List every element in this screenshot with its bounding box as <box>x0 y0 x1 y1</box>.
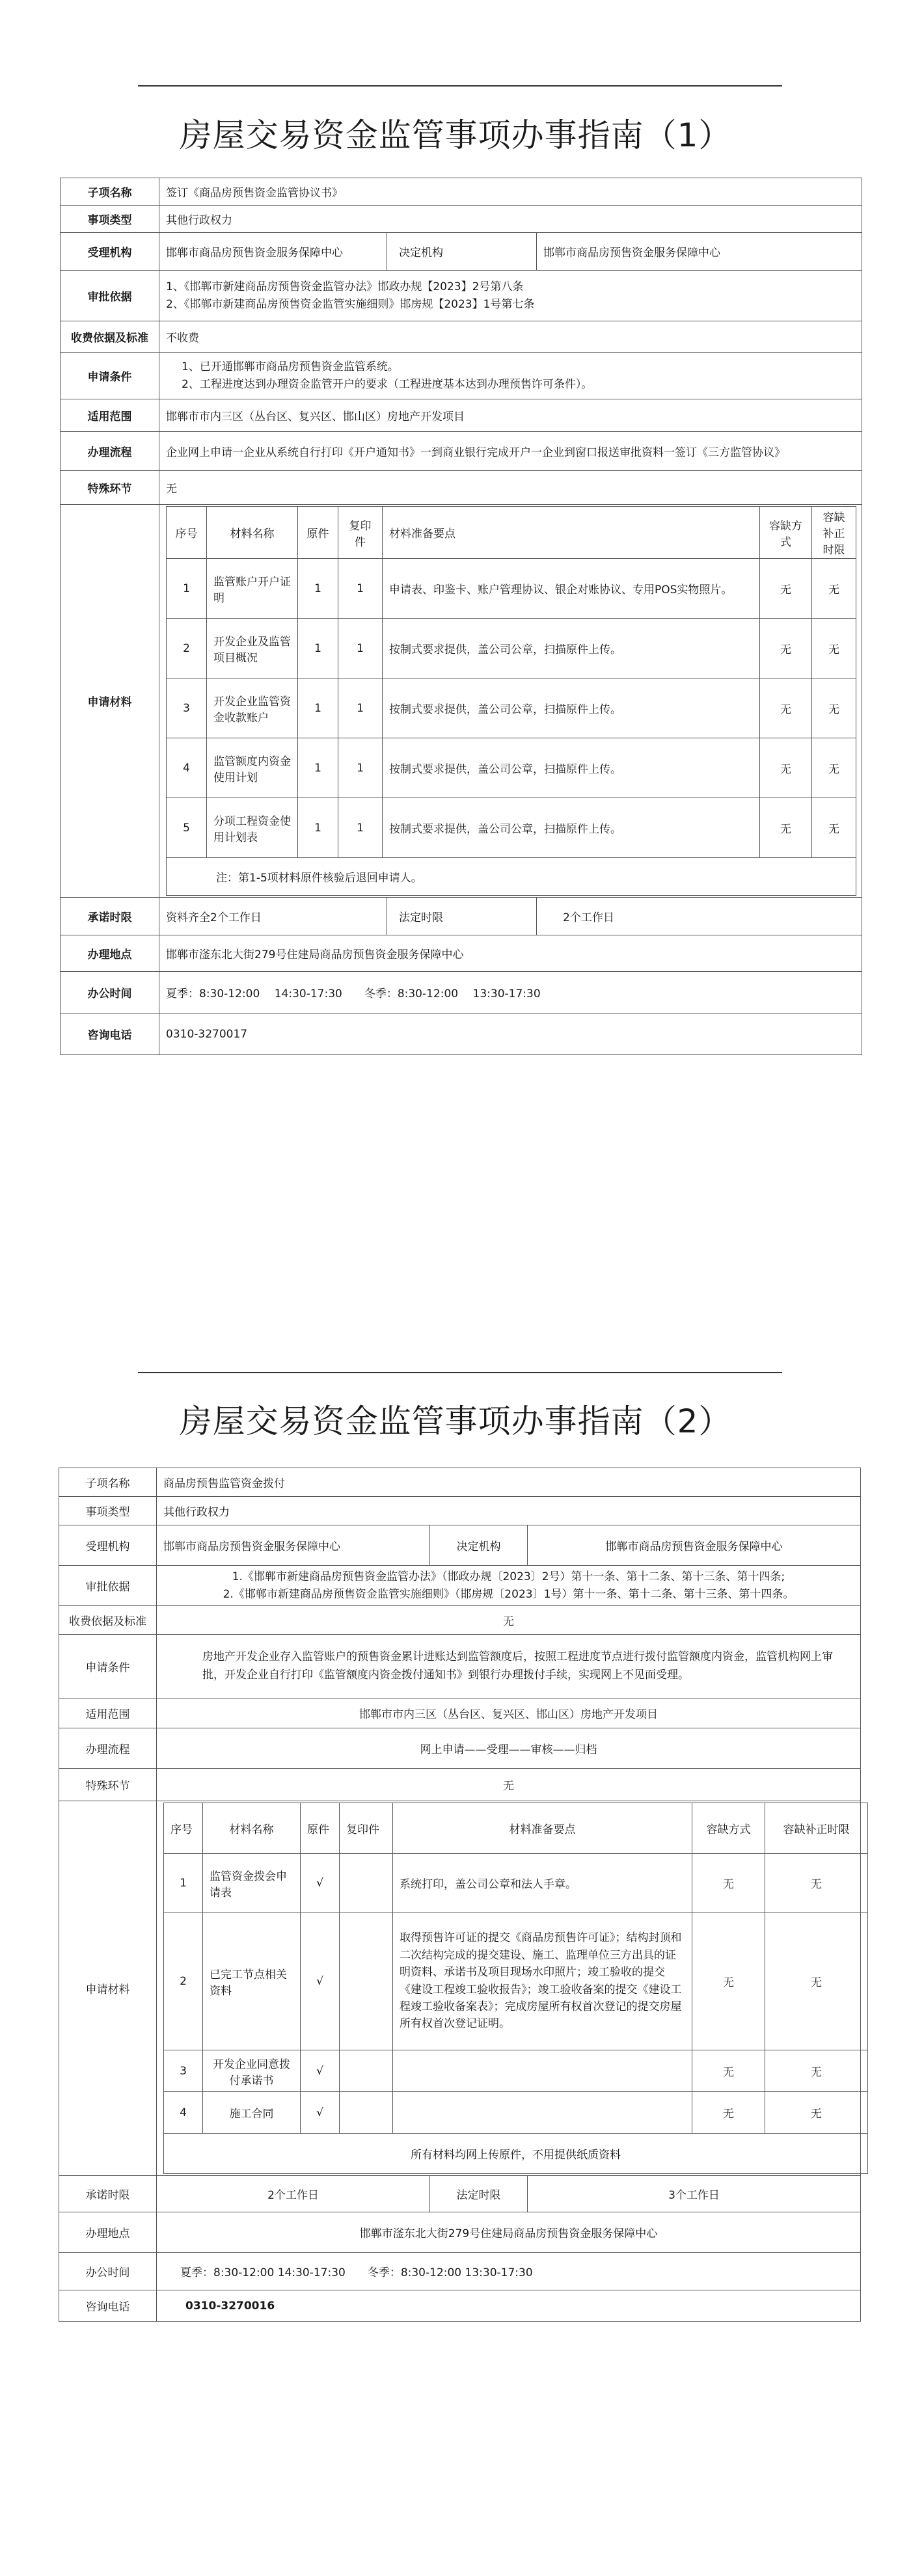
header-no: 序号 <box>164 1803 203 1854</box>
accept-value: 邯郸市商品房预售资金服务保障中心 <box>157 1525 430 1566</box>
fee-label: 收费依据及标准 <box>59 1606 157 1635</box>
row-no: 2 <box>167 619 207 678</box>
row-name: 监管额度内资金使用计划 <box>207 738 298 798</box>
row-way: 无 <box>760 678 812 738</box>
table-row <box>167 619 856 678</box>
row-copy <box>340 1912 393 2050</box>
type-label: 事项类型 <box>59 1497 157 1525</box>
row-notes: 按制式要求提供，盖公司公章，扫描原件上传。 <box>383 738 760 798</box>
row-orig: 1 <box>298 798 338 858</box>
location-value: 邯郸市滏东北大街279号住建局商品房预售资金服务保障中心 <box>159 935 862 972</box>
materials-table-1 <box>166 506 856 896</box>
row-notes: 按制式要求提供，盖公司公章，扫描原件上传。 <box>383 619 760 678</box>
special-value: 无 <box>159 471 862 505</box>
location-label: 办理地点 <box>61 935 159 972</box>
materials-label: 申请材料 <box>61 505 159 898</box>
row-name: 监管资金拨会申请表 <box>203 1854 301 1912</box>
hours-value: 夏季：8:30-12:00 14:30-17:30 冬季：8:30-12:00 13:30-17:30 <box>157 2253 861 2290</box>
phone-value: 0310-3270016 <box>157 2290 861 2322</box>
row-limit: 无 <box>812 738 856 798</box>
header-name: 材料名称 <box>203 1803 301 1854</box>
decide-value: 邯郸市商品房预售资金服务保障中心 <box>537 233 862 271</box>
condition-line-2: 2、工程进度达到办理资金监管开户的要求（工程进度基本达到办理预售许可条件）。 <box>182 377 593 391</box>
scope-value: 邯郸市市内三区（丛台区、复兴区、邯山区）房地产开发项目 <box>159 399 862 432</box>
materials-header-row <box>164 1803 868 1854</box>
materials-cell <box>157 1801 861 2176</box>
type-value: 其他行政权力 <box>157 1497 861 1525</box>
row-notes <box>393 2092 692 2134</box>
phone-label: 咨询电话 <box>61 1013 159 1055</box>
location-label: 办理地点 <box>59 2212 157 2253</box>
header-orig: 原件 <box>298 507 338 559</box>
row-name: 开发企业同意拨付承诺书 <box>203 2050 301 2092</box>
row-limit: 无 <box>765 2092 868 2134</box>
page-title-2: 房屋交易资金监管事项办事指南（2） <box>179 1402 732 1440</box>
basis-label: 审批依据 <box>59 1566 157 1606</box>
legal-value: 2个工作日 <box>537 898 862 935</box>
condition-line-1: 1、已开通邯郸市商品房预售资金监管系统。 <box>182 360 399 374</box>
row-orig: 1 <box>298 678 338 738</box>
row-limit: 无 <box>812 619 856 678</box>
scope-label: 适用范围 <box>61 399 159 432</box>
special-value: 无 <box>157 1769 861 1801</box>
row-copy <box>340 2092 393 2134</box>
row-way: 无 <box>692 2092 765 2134</box>
row-copy: 1 <box>338 798 383 858</box>
accept-label: 受理机构 <box>61 233 159 271</box>
phone-value: 0310-3270017 <box>159 1013 862 1055</box>
row-name: 开发企业及监管项目概况 <box>207 619 298 678</box>
row-notes: 取得预售许可证的提交《商品房预售许可证》；结构封顶和二次结构完成的提交建设、施工、监理单位三方出具的证明资料、承诺书及项目现场水印照片；竣工验收的提交《建设工程竣工验收报告》；竣工验收备案的提交《建设工程竣工验收备案表》；完成房屋所有权首次登记的提交房屋所有权首次登记证明。 <box>393 1912 692 2050</box>
fee-value: 不收费 <box>159 321 862 353</box>
sub-item-label: 子项名称 <box>61 178 159 206</box>
decide-value: 邯郸市商品房预售资金服务保障中心 <box>528 1525 861 1566</box>
row-way: 无 <box>692 2050 765 2092</box>
row-way: 无 <box>760 559 812 619</box>
basis-value <box>159 271 862 321</box>
basis-line-2: 2.《邯郸市新建商品房预售资金监管实施细则》（邯房规〔2023〕1号）第十一条、第十二条、第十三条、第十四条。 <box>223 1587 795 1601</box>
fee-value: 无 <box>157 1606 861 1635</box>
row-no: 4 <box>164 2092 203 2134</box>
header-name: 材料名称 <box>207 507 298 559</box>
flow-label: 办理流程 <box>61 432 159 471</box>
row-orig: 1 <box>298 738 338 798</box>
row-notes: 按制式要求提供，盖公司公章，扫描原件上传。 <box>383 798 760 858</box>
decide-label: 决定机构 <box>430 1525 528 1566</box>
row-no: 1 <box>167 559 207 619</box>
row-orig: √ <box>301 1912 340 2050</box>
row-way: 无 <box>760 738 812 798</box>
row-orig: √ <box>301 2050 340 2092</box>
legal-value: 3个工作日 <box>528 2176 861 2212</box>
basis-line-1: 1、《邯郸市新建商品房预售资金监管办法》邯政办规【2023】2号第八条 <box>166 280 524 294</box>
materials-note: 注：第1-5项材料原件核验后退回申请人。 <box>167 858 856 896</box>
table-row <box>167 559 856 619</box>
row-no: 1 <box>164 1854 203 1912</box>
row-name: 监管账户开户证明 <box>207 559 298 619</box>
sub-item-value: 商品房预售监管资金拨付 <box>157 1468 861 1497</box>
row-no: 2 <box>164 1912 203 2050</box>
basis-label: 审批依据 <box>61 271 159 321</box>
row-orig: 1 <box>298 619 338 678</box>
type-value: 其他行政权力 <box>159 206 862 233</box>
row-notes: 系统打印，盖公司公章和法人手章。 <box>393 1854 692 1912</box>
flow-value: 网上申请——受理——审核——归档 <box>157 1728 861 1769</box>
sub-item-label: 子项名称 <box>59 1468 157 1497</box>
special-label: 特殊环节 <box>59 1769 157 1801</box>
row-no: 5 <box>167 798 207 858</box>
header-orig: 原件 <box>301 1803 340 1854</box>
basis-value <box>157 1566 861 1606</box>
row-notes: 按制式要求提供，盖公司公章，扫描原件上传。 <box>383 678 760 738</box>
header-no: 序号 <box>167 507 207 559</box>
row-name: 已完工节点相关资料 <box>203 1912 301 2050</box>
table-row <box>164 1912 868 2050</box>
hours-label: 办公时间 <box>61 972 159 1013</box>
row-notes <box>393 2050 692 2092</box>
row-copy: 1 <box>338 619 383 678</box>
materials-label: 申请材料 <box>59 1801 157 2176</box>
flow-label: 办理流程 <box>59 1728 157 1769</box>
row-notes: 申请表、印鉴卡、账户管理协议、银企对账协议、专用POS实物照片。 <box>383 559 760 619</box>
scope-value: 邯郸市市内三区（丛台区、复兴区、邯山区）房地产开发项目 <box>157 1698 861 1728</box>
fee-label: 收费依据及标准 <box>61 321 159 353</box>
row-copy <box>340 2050 393 2092</box>
row-no: 4 <box>167 738 207 798</box>
table-row <box>164 1854 868 1912</box>
header-copy: 复印件 <box>338 507 383 559</box>
table-row <box>167 678 856 738</box>
header-notes: 材料准备要点 <box>383 507 760 559</box>
row-name: 分项工程资金使用计划表 <box>207 798 298 858</box>
row-copy: 1 <box>338 738 383 798</box>
top-rule-1 <box>138 85 782 87</box>
conditions-label: 申请条件 <box>59 1635 157 1698</box>
promise-label: 承诺时限 <box>61 898 159 935</box>
guide-table-2 <box>59 1468 861 2322</box>
phone-label: 咨询电话 <box>59 2290 157 2322</box>
row-limit: 无 <box>765 1912 868 2050</box>
accept-value: 邯郸市商品房预售资金服务保障中心 <box>159 233 387 271</box>
guide-table-1 <box>60 178 862 1055</box>
row-copy: 1 <box>338 678 383 738</box>
top-rule-2 <box>138 1372 782 1373</box>
header-way: 容缺方式 <box>692 1803 765 1854</box>
materials-table-2 <box>163 1803 868 2174</box>
table-row <box>164 2092 868 2134</box>
decide-label: 决定机构 <box>387 233 537 271</box>
row-limit: 无 <box>765 1854 868 1912</box>
header-way: 容缺方式 <box>760 507 812 559</box>
header-limit: 容缺补正时限 <box>812 507 856 559</box>
row-no: 3 <box>164 2050 203 2092</box>
location-value: 邯郸市滏东北大街279号住建局商品房预售资金服务保障中心 <box>157 2212 861 2253</box>
row-limit: 无 <box>765 2050 868 2092</box>
row-copy: 1 <box>338 559 383 619</box>
hours-label: 办公时间 <box>59 2253 157 2290</box>
header-notes: 材料准备要点 <box>393 1803 692 1854</box>
conditions-value <box>159 353 862 399</box>
promise-value: 2个工作日 <box>157 2176 430 2212</box>
header-copy: 复印件 <box>340 1803 393 1854</box>
row-orig: √ <box>301 2092 340 2134</box>
legal-label: 法定时限 <box>387 898 537 935</box>
hours-value: 夏季：8:30-12:00 14:30-17:30 冬季：8:30-12:00 13:30-17:30 <box>159 972 862 1013</box>
page-title-1: 房屋交易资金监管事项办事指南（1） <box>179 116 732 154</box>
row-no: 3 <box>167 678 207 738</box>
row-orig: 1 <box>298 559 338 619</box>
flow-value: 企业网上申请一企业从系统自行打印《开户通知书》一到商业银行完成开户一企业到窗口报送审批资料一签订《三方监管协议》 <box>159 432 862 471</box>
type-label: 事项类型 <box>61 206 159 233</box>
row-limit: 无 <box>812 798 856 858</box>
basis-line-2: 2、《邯郸市新建商品房预售资金监管实施细则》邯房规【2023】1号第七条 <box>166 297 535 311</box>
materials-note: 所有材料均网上传原件，不用提供纸质资料 <box>164 2134 868 2174</box>
row-orig: √ <box>301 1854 340 1912</box>
legal-label: 法定时限 <box>430 2176 528 2212</box>
promise-label: 承诺时限 <box>59 2176 157 2212</box>
row-way: 无 <box>692 1912 765 2050</box>
row-limit: 无 <box>812 559 856 619</box>
table-row <box>167 738 856 798</box>
row-way: 无 <box>760 798 812 858</box>
promise-value: 资料齐全2个工作日 <box>159 898 387 935</box>
table-row <box>167 798 856 858</box>
row-limit: 无 <box>812 678 856 738</box>
scope-label: 适用范围 <box>59 1698 157 1728</box>
row-copy <box>340 1854 393 1912</box>
materials-header-row <box>167 507 856 559</box>
row-way: 无 <box>692 1854 765 1912</box>
header-limit: 容缺补正时限 <box>765 1803 868 1854</box>
conditions-value: 房地产开发企业存入监管账户的预售资金累计进账达到监管额度后，按照工程进度节点进行拨付监管额度内资金，监管机构网上审批，开发企业自行打印《监管额度内资金拨付通知书》到银行办理拨付手续，实现网上不见面受理。 <box>157 1635 861 1698</box>
accept-label: 受理机构 <box>59 1525 157 1566</box>
row-name: 开发企业监管资金收款账户 <box>207 678 298 738</box>
table-row <box>164 2050 868 2092</box>
row-name: 施工合同 <box>203 2092 301 2134</box>
conditions-label: 申请条件 <box>61 353 159 399</box>
special-label: 特殊环节 <box>61 471 159 505</box>
basis-line-1: 1.《邯郸市新建商品房预售资金监管办法》（邯政办规〔2023〕2号）第十一条、第十二条、第十三条、第十四条; <box>232 1570 785 1584</box>
sub-item-value: 签订《商品房预售资金监管协议书》 <box>159 178 862 206</box>
materials-cell <box>159 505 862 898</box>
row-way: 无 <box>760 619 812 678</box>
